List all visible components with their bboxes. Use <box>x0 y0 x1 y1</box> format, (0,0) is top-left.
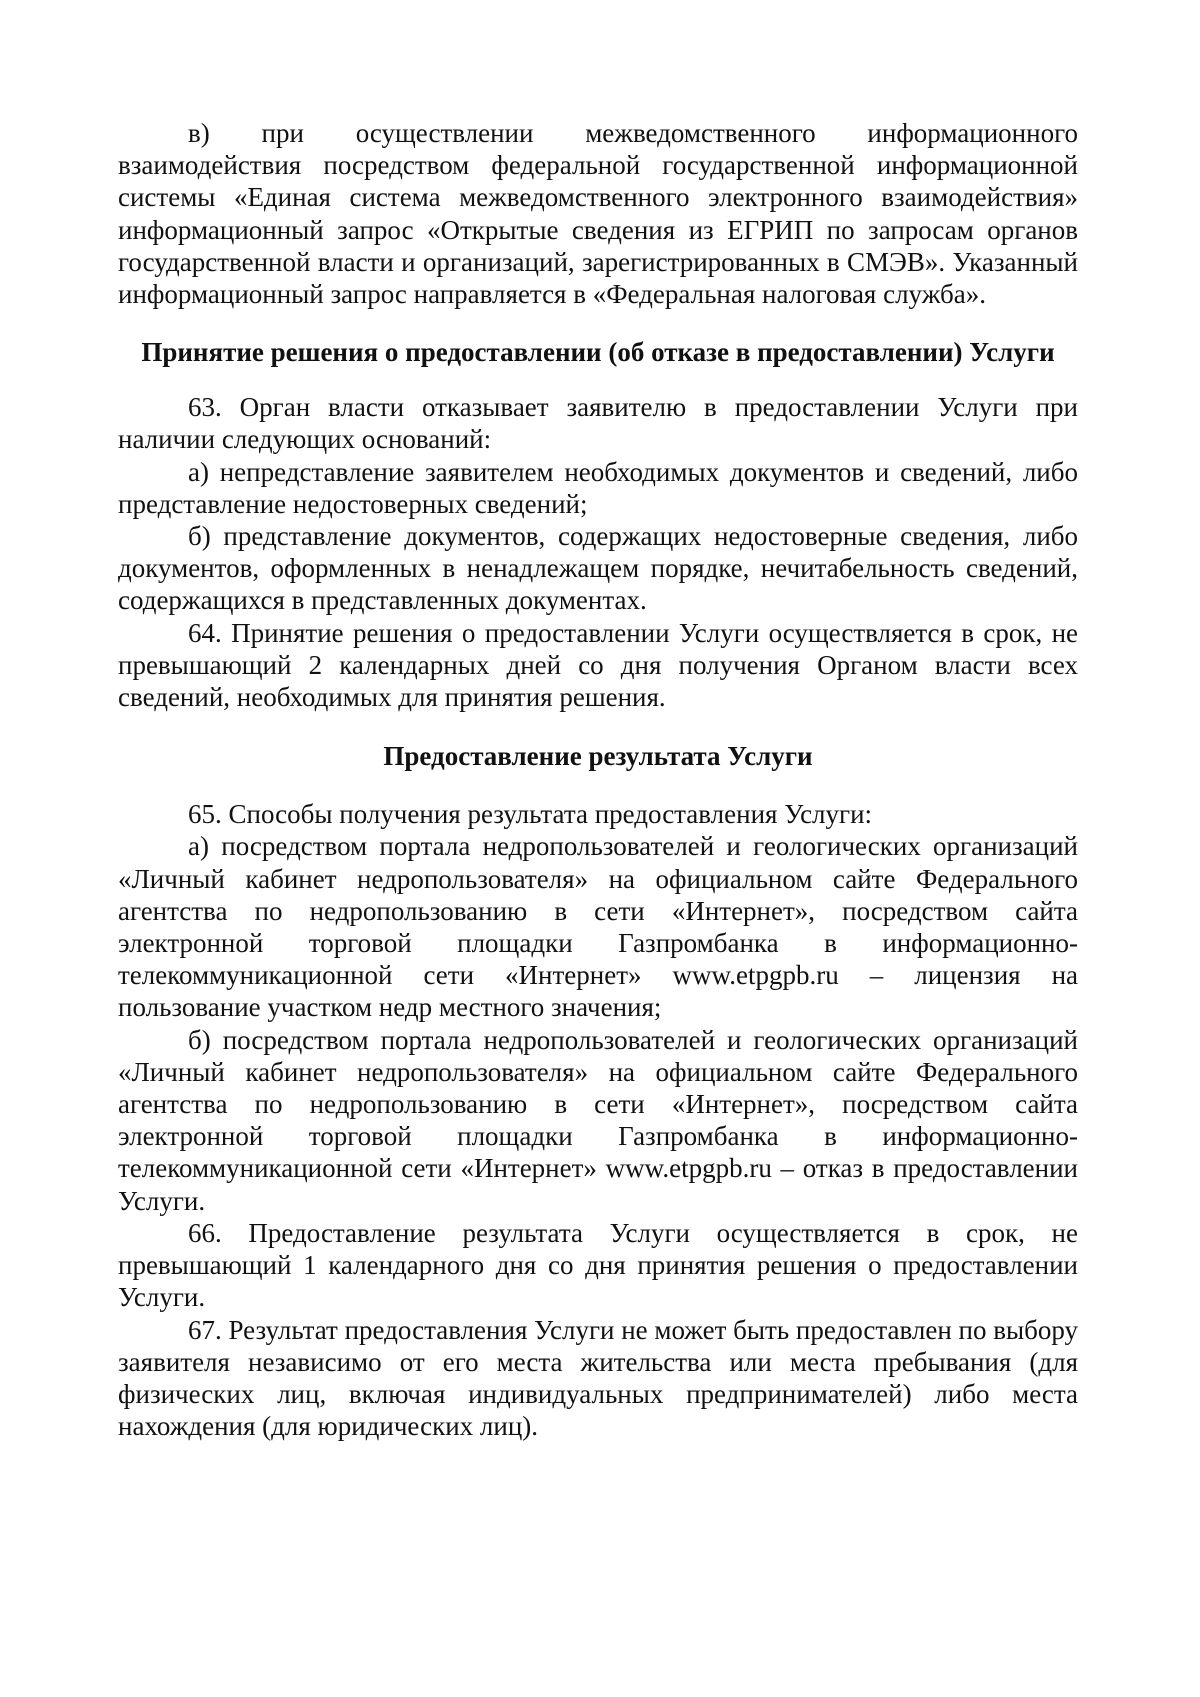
paragraph-63a: а) непредставление заявителем необходимых документов и сведений, либо представление недостоверных сведений; <box>118 456 1078 519</box>
section-heading-decision: Принятие решения о предоставлении (об отказе в предоставлении) Услуги <box>141 337 1055 368</box>
paragraph-67: 67. Результат предоставления Услуги не может быть предоставлен по выбору заявителя независимо от его места жительства или места пребывания (для физических лиц, включая индивидуальных предпринимателей) либо места нахождения (для юридических лиц). <box>118 1314 1078 1442</box>
paragraph-63b: б) представление документов, содержащих недостоверные сведения, либо документов, оформленных в ненадлежащем порядке, нечитабельность сведений, содержащихся в представленных документах. <box>118 521 1078 616</box>
paragraph-66: 66. Предоставление результата Услуги осуществляется в срок, не превышающий 1 календарного дня со дня принятия решения о предоставлении Услуги. <box>118 1217 1078 1313</box>
paragraph-63: 63. Орган власти отказывает заявителю в предоставлении Услуги при наличии следующих оснований: <box>118 392 1078 455</box>
intro-paragraph: в) при осуществлении межведомственного информационного взаимодействия посредством федеральной государственной информационной системы «Единая система межведомственного электронного взаимодействия» информационный запрос «Открытые сведения из ЕГРИП по запросам органов государственной власти и организаций, зарегистрированных в СМЭВ». Указанный информационный запрос направляется в «Федеральная налоговая служба». <box>118 118 1078 310</box>
paragraph-65b: б) посредством портала недропользователей и геологических организаций «Личный кабинет недропользователя» на официальном сайте Федерального агентства по недропользованию в сети «Интернет», посредством сайта электронной торговой площадки Газпромбанка в информационно-телекоммуникационной сети «Интернет» www.etpgpb.ru – отказ в предоставлении Услуги. <box>118 1024 1078 1216</box>
paragraph-64: 64. Принятие решения о предоставлении Услуги осуществляется в срок, не превышающий 2 календарных дней со дня получения Органом власти всех сведений, необходимых для принятия решения. <box>118 617 1078 713</box>
paragraph-65a: а) посредством портала недропользователей и геологических организаций «Личный кабинет недропользователя» на официальном сайте Федерального агентства по недропользованию в сети «Интернет», посредством сайта электронной торговой площадки Газпромбанка в информационно-телекоммуникационной сети «Интернет» www.etpgpb.ru – лицензия на пользование участком недр местного значения; <box>118 831 1078 1023</box>
section-heading-result: Предоставление результата Услуги <box>383 741 813 772</box>
paragraph-65: 65. Способы получения результата предоставления Услуги: <box>188 799 873 830</box>
